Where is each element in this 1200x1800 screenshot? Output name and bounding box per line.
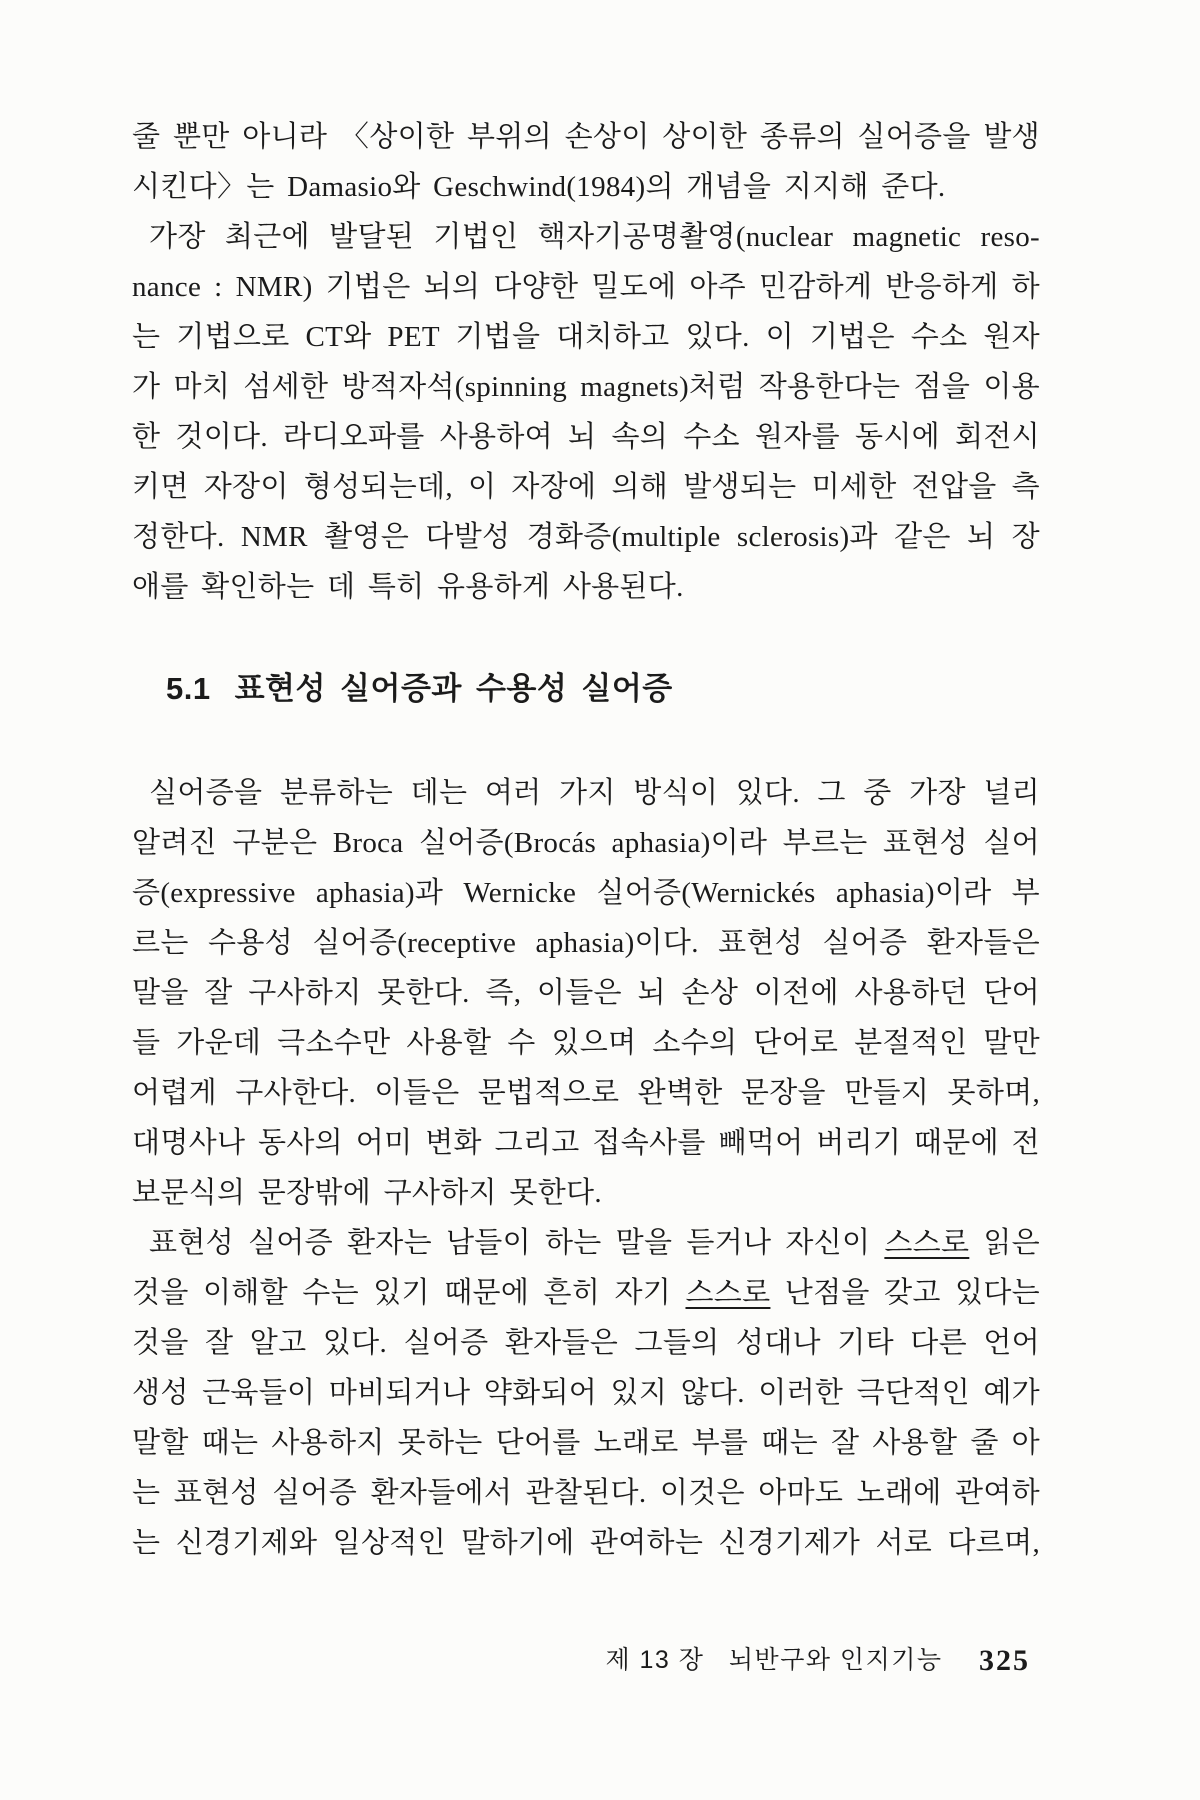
text-line: 증(expressive aphasia)과 Wernicke 실어증(Wernickés aphasia)이라 부 xyxy=(132,877,1040,909)
underlined-text: 스스로 xyxy=(884,1227,970,1259)
text-line: 키면 자장이 형성되는데, 이 자장에 의해 발생되는 미세한 전압을 측 xyxy=(132,471,1040,503)
text-line: 가장 최근에 발달된 기법인 핵자기공명촬영(nuclear magnetic reso- xyxy=(149,221,1040,253)
text-line: 는 기법으로 CT와 PET 기법을 대치하고 있다. 이 기법은 수소 원자 xyxy=(132,321,1040,353)
text-line: nance : NMR) 기법은 뇌의 다양한 밀도에 아주 민감하게 반응하게 하 xyxy=(132,271,1040,303)
text-line: 알려진 구분은 Broca 실어증(Brocás aphasia)이라 부르는 표현성 실어 xyxy=(132,827,1040,859)
paragraph xyxy=(132,768,1040,1218)
text-line: 표현성 실어증 환자는 남들이 하는 말을 듣거나 자신이 스스로 읽은 xyxy=(149,1227,1040,1259)
paragraph xyxy=(132,1218,1040,1568)
text-line: 생성 근육들이 마비되거나 약화되어 있지 않다. 이러한 극단적인 예가 xyxy=(132,1377,1040,1409)
text-line: 시킨다〉는 Damasio와 Geschwind(1984)의 개념을 지지해 준다. xyxy=(132,171,946,203)
footer-page-number: 325 xyxy=(979,1644,1030,1677)
section-heading xyxy=(166,664,1040,714)
text-line: 는 표현성 실어증 환자들에서 관찰된다. 이것은 아마도 노래에 관여하 xyxy=(132,1477,1040,1509)
body-text xyxy=(132,112,1040,1568)
page-footer xyxy=(605,1640,1030,1678)
text-line: 정한다. NMR 촬영은 다발성 경화증(multiple sclerosis)과 같은 뇌 장 xyxy=(132,521,1040,553)
text-line: 대명사나 동사의 어미 변화 그리고 접속사를 빼먹어 버리기 때문에 전 xyxy=(132,1127,1040,1159)
paragraph xyxy=(132,112,1040,212)
text-line: 르는 수용성 실어증(receptive aphasia)이다. 표현성 실어증 환자들은 xyxy=(132,927,1040,959)
text-line: 는 신경기제와 일상적인 말하기에 관여하는 신경기제가 서로 다르며, xyxy=(132,1527,1040,1559)
text-line: 것을 이해할 수는 있기 때문에 흔히 자기 스스로 난점을 갖고 있다는 xyxy=(132,1277,1040,1309)
text-line: 말을 잘 구사하지 못한다. 즉, 이들은 뇌 손상 이전에 사용하던 단어 xyxy=(132,977,1040,1009)
paragraph xyxy=(132,212,1040,612)
text-line: 보문식의 문장밖에 구사하지 못한다. xyxy=(132,1177,602,1209)
text-line: 실어증을 분류하는 데는 여러 가지 방식이 있다. 그 중 가장 널리 xyxy=(149,777,1040,809)
text-line: 어렵게 구사한다. 이들은 문법적으로 완벽한 문장을 만들지 못하며, xyxy=(132,1077,1040,1109)
footer-section-title: 뇌반구와 인지기능 xyxy=(728,1646,943,1674)
text-line: 애를 확인하는 데 특히 유용하게 사용된다. xyxy=(132,571,684,603)
underlined-text: 스스로 xyxy=(685,1277,771,1309)
text-line: 들 가운데 극소수만 사용할 수 있으며 소수의 단어로 분절적인 말만 xyxy=(132,1027,1040,1059)
footer-chapter-label: 제 13 장 xyxy=(605,1646,705,1674)
text-line: 것을 잘 알고 있다. 실어증 환자들은 그들의 성대나 기타 다른 언어 xyxy=(132,1327,1040,1359)
section-title: 표현성 실어증과 수용성 실어증 xyxy=(234,671,673,706)
text-line: 한 것이다. 라디오파를 사용하여 뇌 속의 수소 원자를 동시에 회전시 xyxy=(132,421,1040,453)
text-line: 줄 뿐만 아니라 〈상이한 부위의 손상이 상이한 종류의 실어증을 발생 xyxy=(132,121,1040,153)
text-line: 가 마치 섬세한 방적자석(spinning magnets)처럼 작용한다는 점을 이용 xyxy=(132,371,1040,403)
section-number: 5.1 xyxy=(166,671,211,706)
text-line: 말할 때는 사용하지 못하는 단어를 노래로 부를 때는 잘 사용할 줄 아 xyxy=(132,1427,1040,1459)
